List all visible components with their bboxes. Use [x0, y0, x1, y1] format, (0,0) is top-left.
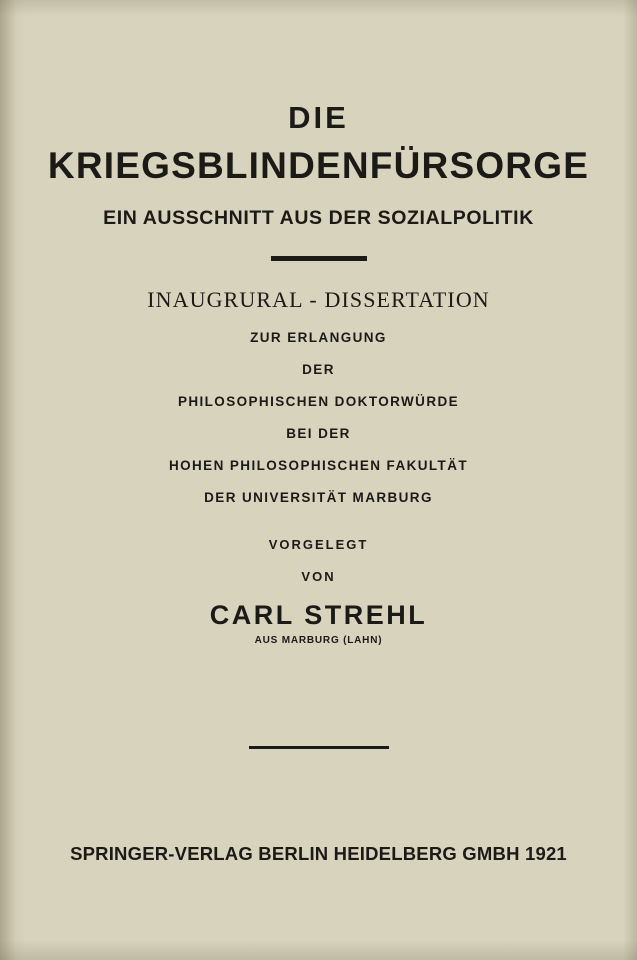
by-label: VON	[301, 569, 336, 585]
purpose-line-1: ZUR ERLANGUNG	[250, 330, 387, 346]
purpose-line-6: DER UNIVERSITÄT MARBURG	[204, 490, 433, 506]
title-line-1: DIE	[288, 100, 349, 135]
author-origin: AUS MARBURG (LAHN)	[254, 635, 383, 647]
divider-middle-wrap	[249, 746, 389, 749]
subtitle: EIN AUSSCHNITT AUS DER SOZIALPOLITIK	[103, 207, 534, 230]
publisher-imprint: SPRINGER-VERLAG BERLIN HEIDELBERG GMBH 1921	[70, 843, 567, 864]
author-name: CARL STREHL	[209, 600, 428, 631]
purpose-line-3: PHILOSOPHISCHEN DOKTORWÜRDE	[177, 394, 460, 410]
bottom-edge-shadow	[0, 940, 637, 960]
divider-middle	[249, 746, 389, 749]
divider-top	[271, 256, 367, 261]
submitted-label: VORGELEGT	[268, 537, 369, 553]
title-line-2: KRIEGSBLINDENFÜRSORGE	[47, 144, 590, 186]
dissertation-type: INAUGRURAL - DISSERTATION	[147, 287, 490, 313]
purpose-line-2: DER	[302, 362, 335, 378]
purpose-line-4: BEI DER	[286, 426, 351, 442]
purpose-line-5: HOHEN PHILOSOPHISCHEN FAKULTÄT	[168, 458, 468, 474]
